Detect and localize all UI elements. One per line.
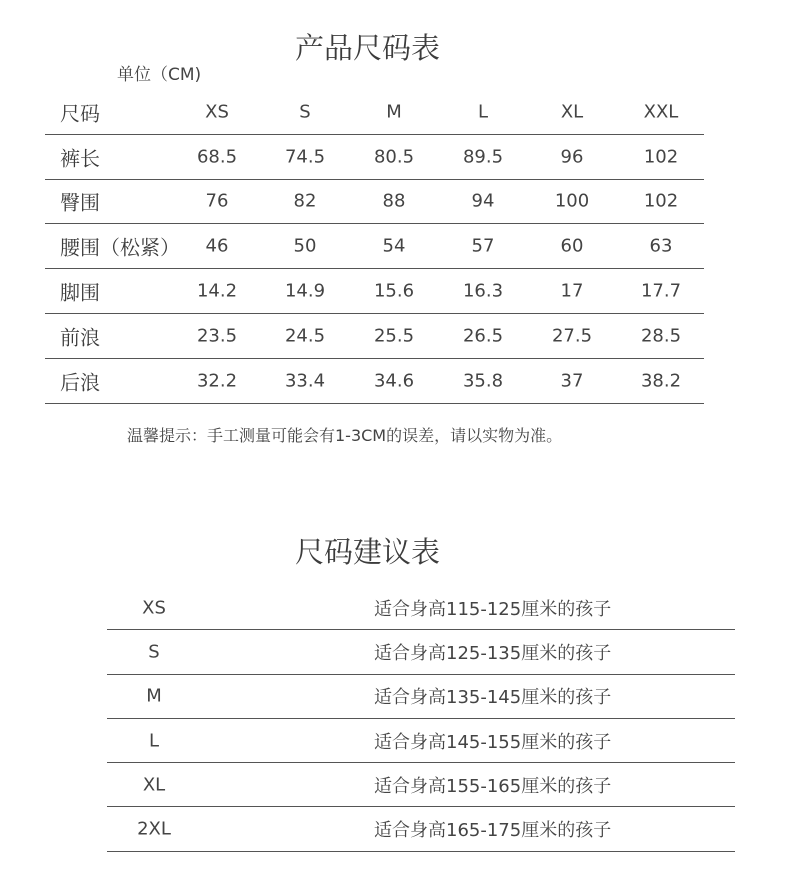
recommendation-size: XL bbox=[142, 774, 166, 796]
recommendation-table bbox=[107, 586, 735, 852]
header-size: M bbox=[386, 101, 402, 123]
header-size: XXL bbox=[643, 101, 679, 123]
table-cell: 34.6 bbox=[373, 370, 415, 392]
row-label: 脚围 bbox=[60, 280, 100, 305]
recommendation-row bbox=[107, 586, 735, 630]
table-cell: 14.2 bbox=[196, 280, 238, 302]
table-cell: 88 bbox=[382, 190, 406, 212]
table-cell: 60 bbox=[560, 235, 584, 257]
recommendation-size: XS bbox=[142, 597, 166, 619]
measurement-note: 温馨提示：手工测量可能会有1-3CM的误差，请以实物为准。 bbox=[127, 426, 563, 445]
table-cell: 15.6 bbox=[373, 280, 415, 302]
table-cell: 94 bbox=[471, 190, 495, 212]
row-label: 腰围（松紧） bbox=[60, 235, 180, 260]
size-table bbox=[45, 90, 704, 404]
table-cell: 54 bbox=[382, 235, 406, 257]
table-cell: 80.5 bbox=[373, 146, 415, 168]
recommendation-row bbox=[107, 719, 735, 763]
table-cell: 46 bbox=[205, 235, 229, 257]
table-cell: 24.5 bbox=[284, 325, 326, 347]
table-cell: 96 bbox=[560, 146, 584, 168]
table-cell: 16.3 bbox=[462, 280, 504, 302]
row-label: 臀围 bbox=[60, 190, 100, 215]
header-label: 尺码 bbox=[60, 101, 100, 126]
table-cell: 25.5 bbox=[373, 325, 415, 347]
recommendation-row bbox=[107, 630, 735, 674]
recommendation-size: 2XL bbox=[137, 818, 171, 840]
size-chart-title: 产品尺码表 bbox=[294, 31, 440, 65]
table-cell: 68.5 bbox=[196, 146, 238, 168]
recommendation-text: 适合身高115-125厘米的孩子 bbox=[374, 598, 612, 620]
size-table-header-row bbox=[45, 90, 704, 135]
table-cell: 38.2 bbox=[640, 370, 682, 392]
table-cell: 28.5 bbox=[640, 325, 682, 347]
row-label: 后浪 bbox=[60, 370, 100, 395]
recommendation-row bbox=[107, 807, 735, 851]
recommendation-row bbox=[107, 763, 735, 807]
table-row bbox=[45, 224, 704, 269]
table-cell: 102 bbox=[643, 146, 679, 168]
table-cell: 17.7 bbox=[640, 280, 682, 302]
header-size: S bbox=[299, 101, 311, 123]
header-size: L bbox=[477, 101, 489, 123]
recommendation-text: 适合身高135-145厘米的孩子 bbox=[374, 687, 612, 709]
recommendation-text: 适合身高155-165厘米的孩子 bbox=[374, 775, 612, 797]
table-cell: 102 bbox=[643, 190, 679, 212]
table-cell: 32.2 bbox=[196, 370, 238, 392]
table-row bbox=[45, 135, 704, 180]
table-cell: 57 bbox=[471, 235, 495, 257]
table-row bbox=[45, 269, 704, 314]
table-row bbox=[45, 180, 704, 225]
recommendation-text: 适合身高165-175厘米的孩子 bbox=[374, 820, 612, 842]
table-cell: 23.5 bbox=[196, 325, 238, 347]
header-size: XL bbox=[560, 101, 584, 123]
table-cell: 63 bbox=[649, 235, 673, 257]
table-cell: 89.5 bbox=[462, 146, 504, 168]
table-cell: 76 bbox=[205, 190, 229, 212]
unit-label: 单位（CM) bbox=[117, 65, 202, 85]
row-label: 前浪 bbox=[60, 325, 100, 350]
table-cell: 50 bbox=[293, 235, 317, 257]
table-row bbox=[45, 314, 704, 359]
recommendation-size: S bbox=[148, 641, 160, 663]
recommendation-text: 适合身高145-155厘米的孩子 bbox=[374, 731, 612, 753]
row-label: 裤长 bbox=[60, 146, 100, 171]
header-size: XS bbox=[205, 101, 229, 123]
table-row bbox=[45, 359, 704, 404]
table-cell: 33.4 bbox=[284, 370, 326, 392]
table-cell: 14.9 bbox=[284, 280, 326, 302]
recommendation-title: 尺码建议表 bbox=[294, 535, 440, 569]
table-cell: 100 bbox=[554, 190, 590, 212]
recommendation-size: M bbox=[146, 685, 162, 707]
table-cell: 82 bbox=[293, 190, 317, 212]
table-cell: 74.5 bbox=[284, 146, 326, 168]
table-cell: 26.5 bbox=[462, 325, 504, 347]
recommendation-row bbox=[107, 675, 735, 719]
table-cell: 17 bbox=[560, 280, 584, 302]
table-cell: 37 bbox=[560, 370, 584, 392]
recommendation-text: 适合身高125-135厘米的孩子 bbox=[374, 642, 612, 664]
table-cell: 35.8 bbox=[462, 370, 504, 392]
recommendation-size: L bbox=[148, 730, 160, 752]
table-cell: 27.5 bbox=[551, 325, 593, 347]
